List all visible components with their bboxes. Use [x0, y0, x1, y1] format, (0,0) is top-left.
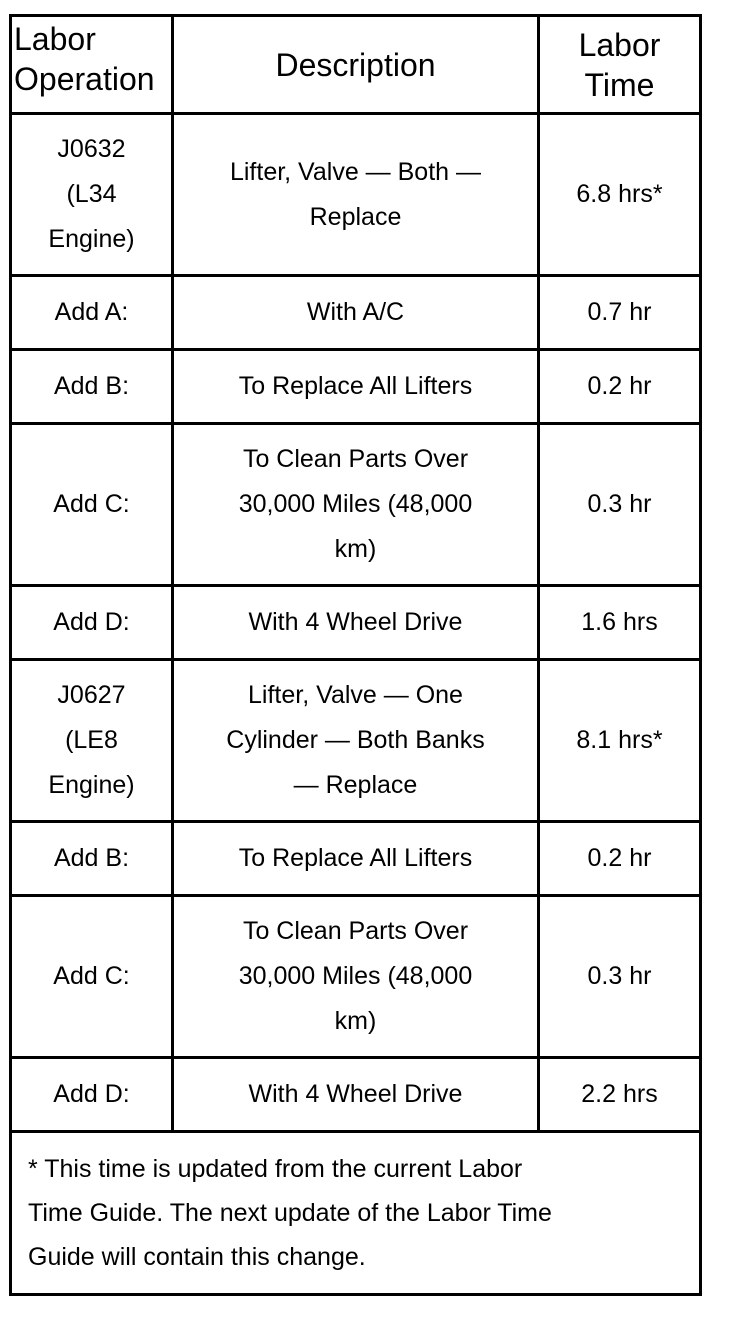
- header-labor-operation: Labor Operation: [11, 16, 173, 114]
- cell-description-text: With A/C: [306, 298, 405, 326]
- cell-description: [173, 276, 539, 350]
- cell-description: [173, 424, 539, 586]
- cell-labor-time-text: 0.2 hr: [587, 372, 652, 400]
- cell-labor-operation-text: J0627 (LE8 Engine): [48, 681, 135, 799]
- cell-labor-operation-text: J0632 (L34 Engine): [48, 135, 135, 253]
- cell-description: [173, 822, 539, 896]
- cell-labor-operation-text: Add C:: [53, 962, 130, 990]
- table-header-row: [11, 16, 701, 114]
- cell-labor-time: [539, 586, 701, 660]
- cell-labor-operation: [11, 822, 173, 896]
- cell-labor-operation-text: Add D:: [53, 608, 130, 636]
- cell-labor-operation-text: Add B:: [53, 372, 130, 400]
- cell-labor-time-text: 8.1 hrs*: [576, 726, 663, 754]
- cell-labor-time-text: 0.7 hr: [587, 298, 652, 326]
- table-row: [11, 586, 701, 660]
- cell-labor-operation-text: Add A:: [54, 298, 129, 326]
- cell-labor-operation-text: Add D:: [53, 1080, 130, 1108]
- cell-description: [173, 114, 539, 276]
- cell-description-text: To Replace All Lifters: [238, 372, 473, 400]
- cell-labor-time-text: 0.3 hr: [587, 490, 652, 518]
- cell-labor-time-text: 2.2 hrs: [581, 1080, 658, 1108]
- cell-description-text: To Replace All Lifters: [238, 844, 473, 872]
- cell-description: [173, 660, 539, 822]
- cell-labor-operation: [11, 896, 173, 1058]
- cell-description: [173, 350, 539, 424]
- footnote: * This time is updated from the current Labor Time Guide. The next update of the Labor Time Guide will contain this change.: [11, 1132, 701, 1295]
- header-labor-time: Labor Time: [539, 16, 701, 114]
- cell-labor-time: [539, 350, 701, 424]
- cell-description-text: With 4 Wheel Drive: [248, 608, 463, 636]
- cell-labor-time: [539, 276, 701, 350]
- labor-time-table: [9, 14, 702, 1296]
- cell-description-text: Lifter, Valve — One Cylinder — Both Banks — Replace: [226, 681, 485, 799]
- cell-description-text: Lifter, Valve — Both — Replace: [229, 157, 482, 231]
- cell-labor-operation: [11, 350, 173, 424]
- table-row: [11, 276, 701, 350]
- cell-labor-time: [539, 660, 701, 822]
- cell-labor-operation: [11, 114, 173, 276]
- table-row: [11, 1058, 701, 1132]
- cell-description: [173, 586, 539, 660]
- cell-labor-time: [539, 896, 701, 1058]
- cell-labor-operation: [11, 424, 173, 586]
- table-body: [11, 114, 701, 1132]
- cell-labor-time: [539, 114, 701, 276]
- table-row: [11, 350, 701, 424]
- header-description: Description: [173, 16, 539, 114]
- cell-description-text: With 4 Wheel Drive: [248, 1080, 463, 1108]
- cell-description: [173, 1058, 539, 1132]
- cell-labor-time-text: 0.3 hr: [587, 962, 652, 990]
- cell-labor-time-text: 1.6 hrs: [581, 608, 658, 636]
- cell-labor-operation-text: Add B:: [53, 844, 130, 872]
- cell-labor-time: [539, 1058, 701, 1132]
- table-row: [11, 896, 701, 1058]
- cell-labor-time: [539, 424, 701, 586]
- cell-description-text: To Clean Parts Over 30,000 Miles (48,000 km): [238, 917, 473, 1035]
- table-row: [11, 424, 701, 586]
- footnote-row: [11, 1132, 701, 1295]
- cell-description: [173, 896, 539, 1058]
- table-row: [11, 822, 701, 896]
- cell-labor-time-text: 0.2 hr: [587, 844, 652, 872]
- cell-labor-operation: [11, 660, 173, 822]
- table-row: [11, 660, 701, 822]
- cell-labor-time: [539, 822, 701, 896]
- cell-labor-operation: [11, 276, 173, 350]
- cell-labor-operation: [11, 586, 173, 660]
- table-row: [11, 114, 701, 276]
- cell-description-text: To Clean Parts Over 30,000 Miles (48,000 km): [238, 445, 473, 563]
- cell-labor-operation-text: Add C:: [53, 490, 130, 518]
- cell-labor-operation: [11, 1058, 173, 1132]
- cell-labor-time-text: 6.8 hrs*: [576, 180, 663, 208]
